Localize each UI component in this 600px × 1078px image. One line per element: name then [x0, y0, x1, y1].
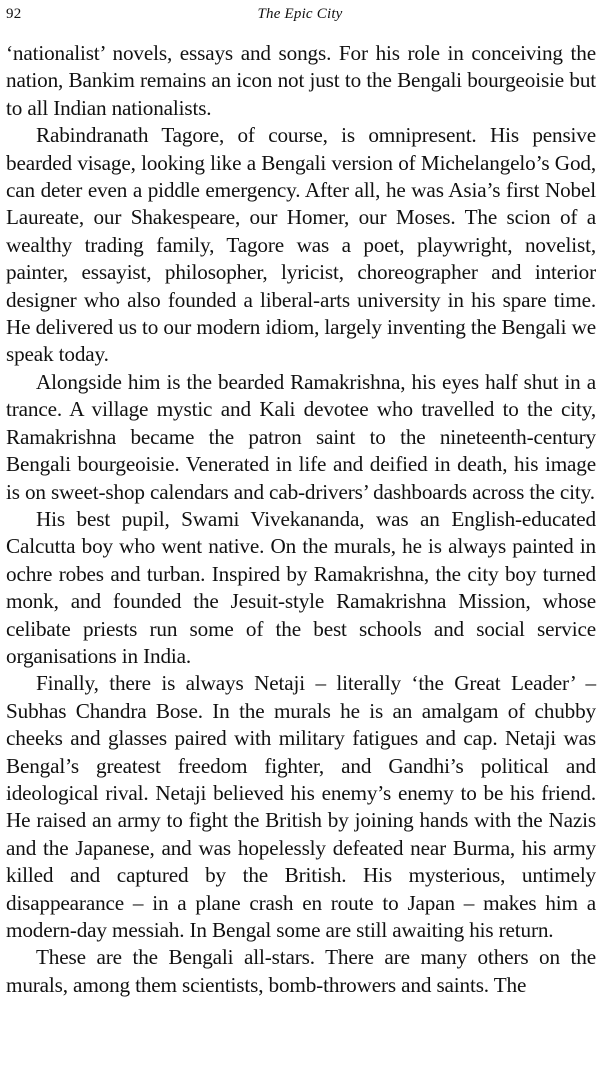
body-text — [6, 40, 596, 999]
paragraph-continued: ‘nationalist’ novels, essays and songs. For his role in conceiving the nation, Bankim remains an icon not just to the Bengali bourgeoisie but to all Indian nationalists. — [6, 41, 596, 120]
paragraph-ramakrishna: Alongside him is the bearded Ramakrishna, his eyes half shut in a trance. A village mystic and Kali devotee who travelled to the city, Ramakrishna became the patron saint to the nineteenth-century Bengali bourgeoisie. Venerated in life and deified in death, his image is on sweet-shop calendars and cab-drivers’ dashboards across the city. — [6, 369, 596, 504]
paragraph-all-stars: These are the Bengali all-stars. There are many others on the murals, among them scientists, bomb-throwers and saints. The — [6, 945, 596, 997]
page-number: 92 — [6, 6, 22, 22]
paragraph-vivekananda: His best pupil, Swami Vivekananda, was an English-educated Calcutta boy who went native. On the murals, he is always painted in ochre robes and turban. Inspired by Ramakrishna, the city boy turned monk, and founded the Jesuit-style Ramakrishna Mission, whose celibate priests run some of the best schools and social service organisations in India. — [6, 506, 596, 668]
paragraph-tagore: Rabindranath Tagore, of course, is omnipresent. His pensive bearded visage, looking like a Bengali version of Michelangelo’s God, can deter even a piddle emergency. After all, he was Asia’s first Nobel Laureate, our Shakespeare, our Homer, our Moses. The scion of a wealthy trading family, Tagore was a poet, playwright, novelist, painter, essayist, philosopher, lyricist, choreographer and interior designer who also founded a liberal-arts university in his spare time. He delivered us to our modern idiom, largely inventing the Bengali we speak today. — [6, 123, 596, 367]
paragraph-netaji: Finally, there is always Netaji – literally ‘the Great Leader’ – Subhas Chandra Bose. In the murals he is an amalgam of chubby cheeks and glasses paired with military fatigues and cap. Netaji was Bengal’s greatest freedom fighter, and Gandhi’s political and ideological rival. Netaji believed his enemy’s enemy to be his friend. He raised an army to fight the British by joining hands with the Nazis and the Japanese, and was hopelessly defeated near Burma, his army killed and captured by the British. His mysterious, untimely disappearance – in a plane crash en route to Japan – makes him a modern-day messiah. In Bengal some are still awaiting his return. — [6, 671, 596, 942]
page-header — [6, 6, 594, 30]
running-title: The Epic City — [257, 6, 343, 22]
